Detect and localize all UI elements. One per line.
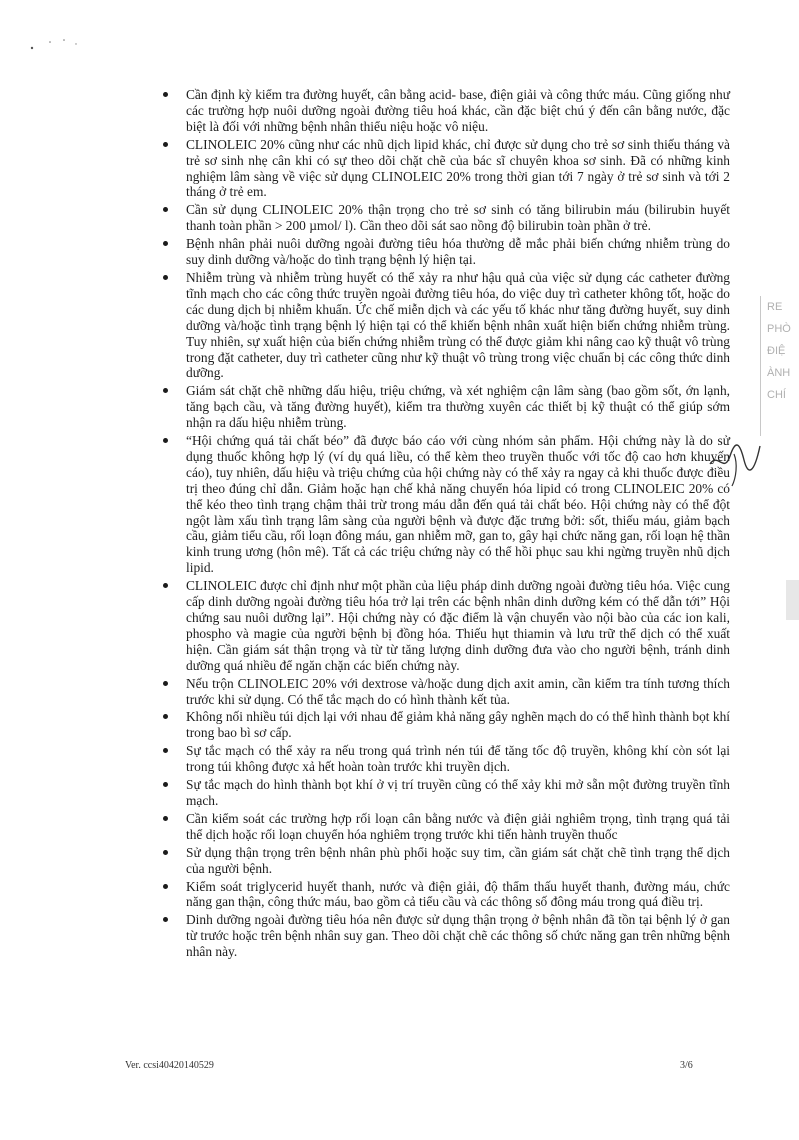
list-item-text: Kiểm soát triglycerid huyết thanh, nước và điện giải, độ thẩm thấu huyết thanh, đường máu, chức năng gan thận, công thức máu, bao gồm cả tiểu cầu và các thông số đông máu trong quá điều trị.	[186, 878, 730, 910]
bullet-icon	[163, 241, 168, 246]
bullet-icon	[163, 884, 168, 889]
list-item-text: Nếu trộn CLINOLEIC 20% với dextrose và/hoặc dung dịch axit amin, cần kiểm tra tính tương thích trước khi sử dụng. Có thể tắc mạch do có hình thành kết tủa.	[186, 675, 730, 707]
list-item	[162, 845, 730, 877]
bullet-icon	[163, 681, 168, 686]
list-item-text: Cần kiểm soát các trường hợp rối loạn cân bằng nước và điện giải nghiêm trọng, tình trạng quá tải thể dịch hoặc rối loạn chuyển hóa nghiêm trọng trước khi tiến hành truyền thuốc	[186, 810, 730, 842]
bullet-icon	[163, 207, 168, 212]
list-item	[162, 137, 730, 201]
list-item-text: Sự tắc mạch do hình thành bọt khí ở vị trí truyền cũng có thể xảy khi mở sẵn một đường truyền tĩnh mạch.	[186, 777, 730, 808]
scan-edge-mark	[786, 580, 799, 620]
bullet-icon	[163, 388, 168, 393]
list-item-text: CLINOLEIC 20% cũng như các nhũ dịch lipid khác, chỉ được sử dụng cho trẻ sơ sinh thiếu tháng và trẻ sơ sinh nhẹ cân khi có sự theo dõi chặt chẽ của bác sĩ chuyên khoa sơ sinh. Đã có những kinh nghiệm lâm sàng về việc sử dụng CLINOLEIC 20% trong thời gian tới 7 ngày ở trẻ sơ sinh và tới 2 tháng ở trẻ em.	[186, 136, 730, 200]
list-item	[162, 743, 730, 775]
bullet-icon	[163, 275, 168, 280]
bullet-icon	[163, 816, 168, 821]
page-number: 3/6	[680, 1060, 693, 1071]
handwritten-signature	[704, 434, 764, 494]
list-item	[162, 236, 730, 268]
list-item-text: Sử dụng thận trọng trên bệnh nhân phù phổi hoặc suy tim, cần giám sát chặt chẽ tình trạng thể dịch của người bệnh.	[186, 844, 730, 876]
list-item	[162, 270, 730, 381]
list-item-text: “Hội chứng quá tải chất béo” đã được báo cáo với cùng nhóm sản phẩm. Hội chứng này là do sử dụng thuốc không hợp lý (ví dụ quá liều, có thể kèm theo truyền thuốc với tốc độ cao hơn khuyến cáo), tuy nhiên, dấu hiệu và triệu chứng của hội chứng này có thể xảy ra ngay cả khi thuốc được điều trị theo đúng chỉ dẫn. Giảm hoặc hạn chế khả năng chuyển hóa lipid có trong CLINOLEIC 20% có thể kéo theo tình trạng chậm thải trừ trong máu dẫn đến quá tải chất béo. Hội chứng này có thể đột ngột làm xấu tình trạng lâm sàng của người bệnh và được đặc trưng bởi: sốt, thiếu máu, giảm bạch cầu, giảm tiểu cầu, rối loạn đông máu, gan nhiễm mỡ, gan to, gây hại chức năng gan, rối loạn hệ thần kinh trung ương (hôn mê). Tất cả các triệu chứng này có thể hồi phục sau khi ngừng truyền nhũ dịch lipid.	[186, 433, 730, 576]
list-item-text: Không nối nhiều túi dịch lại với nhau để giảm khả năng gây nghẽn mạch do có thể hình thành bọt khí trong bao bì sơ cấp.	[186, 709, 730, 741]
list-item	[162, 676, 730, 708]
list-item-text: CLINOLEIC được chỉ định như một phần của liệu pháp dinh dưỡng ngoài đường tiêu hóa. Việc cung cấp dinh dưỡng ngoài đường tiêu hóa trở lại trên các bệnh nhân dinh dưỡng kém có thể dẫn tới” Hội chứng sau nuôi dưỡng lại”. Hội chứng này có đặc điểm là vận chuyển vào nội bào của các ion kali, phospho và magie của người bệnh bị đồng hóa. Thiếu hụt thiamin và lưu trữ thể dịch có thể xuất hiện. Cần giám sát thận trọng và từ từ tăng lượng dinh dưỡng đưa vào cho người bệnh, tránh dinh dưỡng quá nhiều để ngăn chặn các biến chứng này.	[186, 578, 730, 673]
version-label: Ver. ccsi40420140529	[125, 1060, 214, 1071]
list-item	[162, 912, 730, 960]
stamp-text: PHÒ	[767, 323, 791, 335]
bullet-icon	[163, 917, 168, 922]
bullet-icon	[163, 748, 168, 753]
list-item	[162, 87, 730, 135]
bullet-list	[162, 87, 730, 960]
list-item	[162, 709, 730, 741]
stamp-text: RE	[767, 301, 783, 313]
list-item	[162, 383, 730, 431]
bullet-icon	[163, 92, 168, 97]
scan-specks	[28, 34, 88, 54]
bullet-icon	[163, 714, 168, 719]
stamp-fragment	[760, 296, 799, 436]
list-item-text: Nhiễm trùng và nhiễm trùng huyết có thể xảy ra như hậu quả của việc sử dụng các catheter đường tĩnh mạch cho các công thức truyền ngoài đường tiêu hóa, do việc duy trì catheter không tốt, hoặc do các dung dịch bị nhiễm khuẩn. Ức chế miễn dịch và các yếu tố khác như tăng đường huyết, suy dinh dưỡng và/hoặc tình trạng bệnh lý hiện tại có thể khiến bệnh nhân xuất hiện biến chứng nhiễm trùng. Tuy nhiên, sự xuất hiện của biến chứng nhiễm trùng có thể được giảm khi nâng cao kỹ thuật vô trùng trong đặt catheter, duy trì catheter cũng như kỹ thuật vô trùng trong việc chuẩn bị các công thức dinh dưỡng.	[186, 269, 730, 381]
bullet-icon	[163, 782, 168, 787]
bullet-icon	[163, 850, 168, 855]
list-item-text: Dinh dưỡng ngoài đường tiêu hóa nên được sử dụng thận trọng ở bệnh nhân đã tồn tại bệnh lý ở gan từ trước hoặc trên bệnh nhân suy gan. Theo dõi chặt chẽ các thông số chức năng gan trên những bệnh nhân này.	[186, 912, 730, 960]
list-item-text: Cần định kỳ kiểm tra đường huyết, cân bằng acid- base, điện giải và công thức máu. Cũng giống như các trường hợp nuôi dưỡng ngoài đường tiêu hoá khác, cần đặc biệt chú ý đến cân bằng nước, đặc biệt là đối với những bệnh nhân thiểu niệu hoặc vô niệu.	[186, 87, 730, 134]
bullet-icon	[163, 583, 168, 588]
list-item-text: Cần sử dụng CLINOLEIC 20% thận trọng cho trẻ sơ sinh có tăng bilirubin máu (bilirubin huyết thanh toàn phần > 200 µmol/ l). Cần theo dõi sát sao nồng độ bilirubin toàn phần ở trẻ.	[186, 202, 730, 234]
list-item	[162, 879, 730, 911]
bullet-icon	[163, 142, 168, 147]
stamp-text: ĐIỆ	[767, 345, 786, 357]
stamp-text: ÀNH	[767, 367, 791, 379]
list-item	[162, 811, 730, 843]
list-item	[162, 202, 730, 234]
list-item-text: Giám sát chặt chẽ những dấu hiệu, triệu chứng, và xét nghiệm cận lâm sàng (bao gồm sốt, ớn lạnh, tăng bạch cầu, và tăng đường huyết), kiểm tra thường xuyên các thiết bị kỹ thuật có thể giúp sớm nhận ra dấu hiệu nhiễm trùng.	[186, 383, 730, 431]
list-item-text: Sự tắc mạch có thể xảy ra nếu trong quá trình nén túi để tăng tốc độ truyền, không khí còn sót lại trong túi không được xả hết hoàn toàn trước khi truyền dịch.	[186, 743, 730, 775]
list-item	[162, 433, 730, 576]
list-item	[162, 777, 730, 809]
bullet-icon	[163, 438, 168, 443]
list-item	[162, 578, 730, 673]
list-item-text: Bệnh nhân phải nuôi dưỡng ngoài đường tiêu hóa thường dễ mắc phải biến chứng nhiễm trùng do suy dinh dưỡng và/hoặc do tình trạng bệnh lý hiện tại.	[186, 236, 730, 268]
stamp-text: CHÍ	[767, 389, 786, 401]
document-body	[162, 87, 730, 962]
